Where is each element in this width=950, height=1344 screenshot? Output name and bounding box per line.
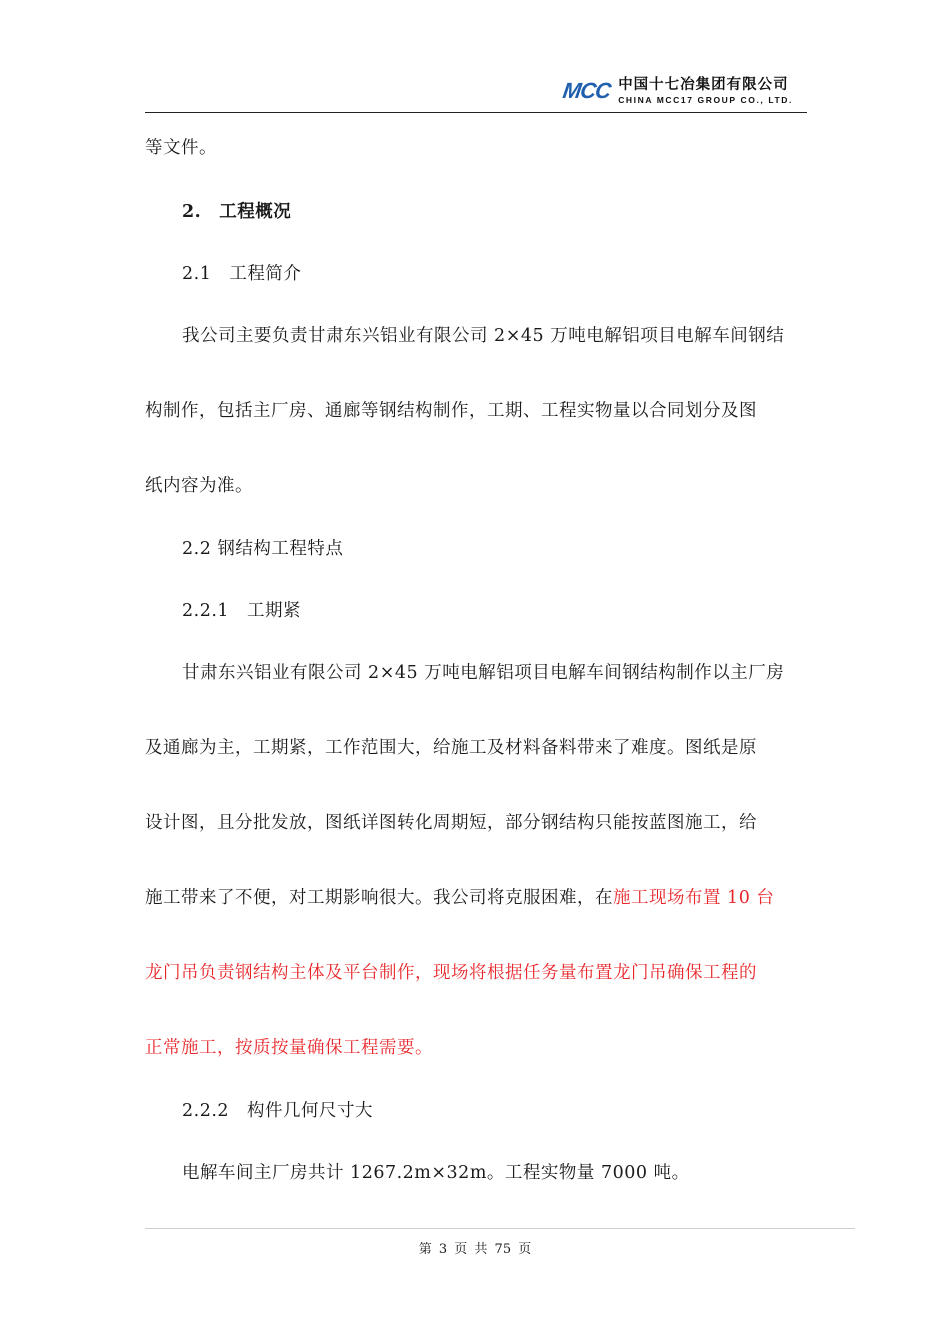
paragraph-text: 施工带来了不便，对工期影响很大。我公司将克服困难，在 xyxy=(145,888,613,908)
highlighted-text: 施工现场布置 10 台 xyxy=(613,888,775,908)
section-heading-2: 2. 工程概况 xyxy=(182,202,292,222)
page-number: 第 3 页 共 75 页 xyxy=(418,1242,532,1257)
company-name-cn: 中国十七冶集团有限公司 xyxy=(618,77,789,93)
paragraph-line: 及通廊为主，工期紧，工作范围大，给施工及材料备料带来了难度。图纸是原 xyxy=(145,738,757,758)
page-header xyxy=(145,74,807,113)
paragraph-line: 电解车间主厂房共计 1267.2m×32m。工程实物量 7000 吨。 xyxy=(182,1163,690,1183)
mcc-logo-mark: MCC xyxy=(561,78,613,103)
company-name xyxy=(618,78,793,104)
paragraph-line: 纸内容为准。 xyxy=(145,476,253,496)
paragraph-line xyxy=(145,884,774,909)
section-heading-2-2-2: 2.2.2 构件几何尺寸大 xyxy=(182,1101,374,1121)
company-name-en: CHINA MCC17 GROUP CO., LTD. xyxy=(618,94,793,105)
section-heading-2-2-1: 2.2.1 工期紧 xyxy=(182,601,302,621)
paragraph-line: 我公司主要负责甘肃东兴铝业有限公司 2×45 万吨电解铝项目电解车间钢结 xyxy=(182,326,785,346)
text-line: 等文件。 xyxy=(145,138,217,158)
company-logo xyxy=(563,78,793,104)
section-heading-2-1: 2.1 工程简介 xyxy=(182,264,302,284)
highlighted-paragraph-line: 正常施工，按质按量确保工程需要。 xyxy=(145,1038,433,1058)
section-heading-2-2: 2.2 钢结构工程特点 xyxy=(182,539,344,559)
paragraph-line: 甘肃东兴铝业有限公司 2×45 万吨电解铝项目电解车间钢结构制作以主厂房 xyxy=(182,663,785,683)
paragraph-line: 构制作，包括主厂房、通廊等钢结构制作，工期、工程实物量以合同划分及图 xyxy=(145,401,757,421)
paragraph-line: 设计图，且分批发放，图纸详图转化周期短，部分钢结构只能按蓝图施工，给 xyxy=(145,813,757,833)
footer-divider xyxy=(145,1228,855,1229)
highlighted-paragraph-line: 龙门吊负责钢结构主体及平台制作，现场将根据任务量布置龙门吊确保工程的 xyxy=(145,963,757,983)
